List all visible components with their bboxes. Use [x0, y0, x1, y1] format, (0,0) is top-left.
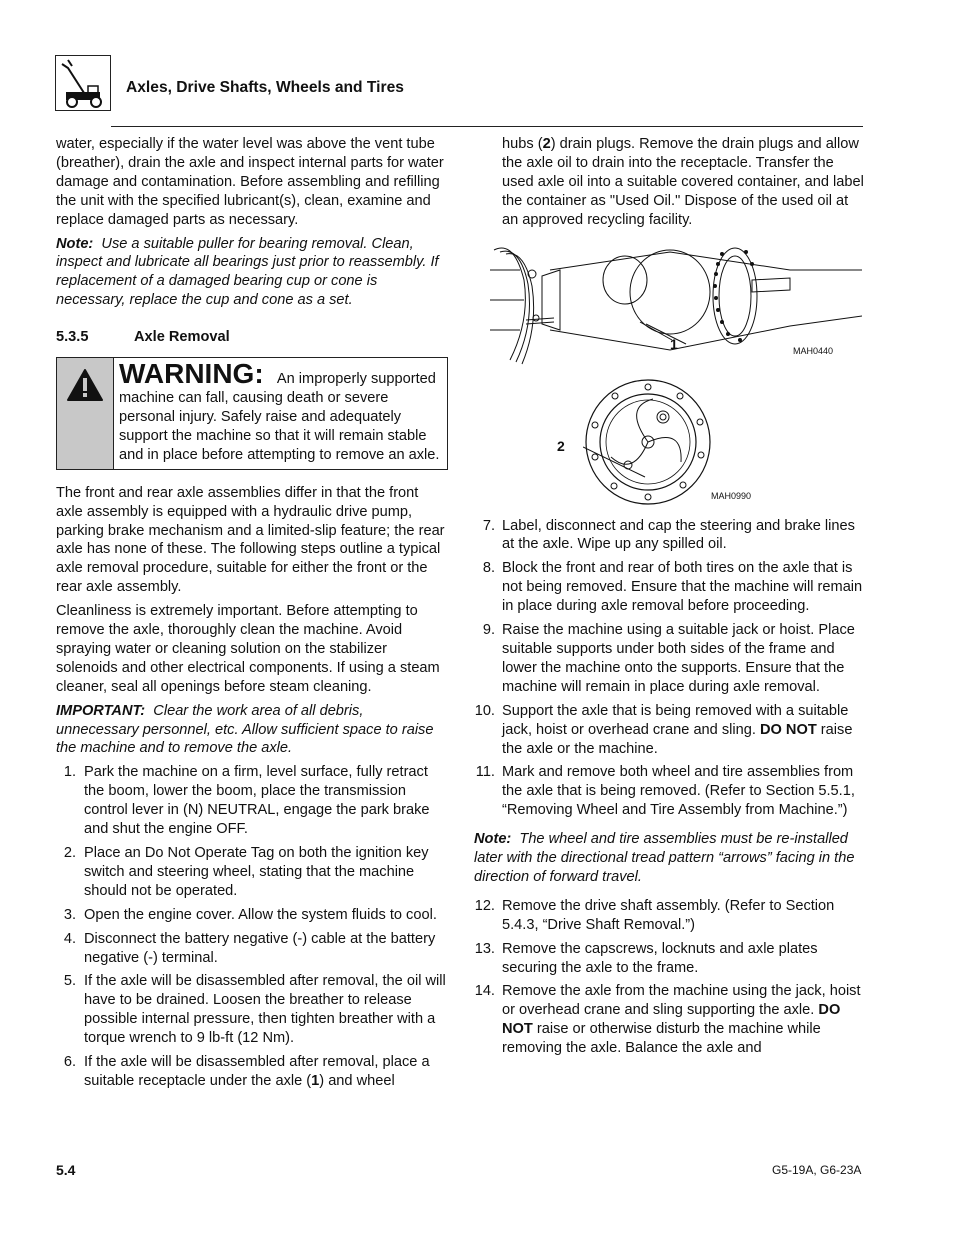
page-number: 5.4 [56, 1162, 76, 1178]
important-label: IMPORTANT: [56, 702, 146, 719]
model-numbers: G5-19A, G6-23A [772, 1163, 862, 1177]
step-text-part: raise the axle or the machine. [502, 721, 853, 757]
hub-figure [473, 377, 865, 517]
step-text-part: Remove the axle from the machine using the jack, hoist or overhead crane and sling supporting the axle. [502, 983, 861, 1019]
step-number: 6. [63, 1054, 76, 1071]
step-text: Raise the machine using a suitable jack or hoist. Place suitable supports under both sides of the frame and lower the machine onto the supports. Ensure that the machine will remain in place during axle removal. [502, 622, 855, 695]
list-item [473, 940, 865, 978]
step-text: Mark and remove both wheel and tire assemblies from the axle that is being removed. (Refer to Section 5.5.1, “Removing Wheel and Tire Assembly from Machine.”) [502, 764, 855, 819]
warning-word: WARNING: [119, 358, 264, 390]
header-logo [55, 55, 111, 111]
paragraph: Cleanliness is extremely important. Before attempting to remove the axle, thoroughly clean the machine. Avoid spraying water or cleaning solution on the stabilizer solenoids and other electrical components. If using a steam cleaner, seal all openings before steam cleaning. [56, 603, 440, 695]
step-text: Block the front and rear of both tires on the axle that is not being removed. Ensure that the machine will remain in place during axle removal before proceeding. [502, 560, 863, 615]
step-text-part: If the axle will be disassembled after removal, place a suitable receptacle under the axle ( [84, 1054, 430, 1089]
step-text-part: ) and wheel [319, 1072, 395, 1089]
note [474, 830, 865, 887]
note-text: The wheel and tire assemblies must be re-installed later with the directional tread pattern “arrows” facing in the direction of forward travel. [474, 831, 855, 885]
left-column [56, 135, 448, 1096]
list-item [473, 702, 865, 759]
step-text [495, 702, 865, 759]
step-number: 14. [474, 983, 495, 1000]
emphasis: DO NOT [502, 1002, 841, 1038]
step-number: 3. [63, 906, 76, 923]
figure-code: MAH0440 [793, 345, 834, 356]
note-label: Note: [56, 235, 94, 252]
step-text: Disconnect the battery negative (-) cable at the battery negative (-) terminal. [84, 930, 436, 966]
paragraph: water, especially if the water level was above the vent tube (breather), drain the axle and inspect internal parts for water damage and contamination. Before assembling and refilling the unit with the specified lubricant(s), clean, examine and replace damaged parts as necessary. [56, 136, 444, 228]
step-text: Open the engine cover. Allow the system fluids to cool. [84, 906, 437, 923]
warning-sidebar [57, 358, 114, 469]
list-item [473, 621, 865, 697]
callout-ref: 2 [542, 136, 551, 152]
list-item [56, 930, 448, 968]
step-text [76, 1053, 448, 1091]
warning-content [114, 358, 447, 469]
list-item [473, 897, 865, 935]
steps-list [473, 517, 865, 821]
step-text: Place an Do Not Operate Tag on both the ignition key switch and steering wheel, stating that the machine should not be operated. [84, 845, 429, 899]
figure-callout: 2 [557, 437, 565, 454]
note [56, 235, 448, 311]
paragraph: The front and rear axle assemblies differ in that the front axle assembly is equipped with a hydraulic drive pump, parking brake mechanism and a limited-slip feature; the rear axle has none of these. The following steps outline a typical axle removal procedure, suitable for either the front or the rear axle assembly. [56, 484, 445, 596]
steps-list [473, 897, 865, 1058]
important-note [56, 702, 448, 759]
list-item [473, 517, 865, 555]
section-number: 5.3.5 [56, 329, 89, 346]
warning-text: An improperly supported machine can fall, causing death or severe personal injury. Safely raise and adequately support the machine so that it will remain stable and in place before attempting to remove an axle. [119, 371, 440, 463]
header-title: Axles, Drive Shafts, Wheels and Tires [126, 79, 404, 96]
step-number: 12. [474, 897, 495, 914]
important-text: Clear the work area of all debris, unnecessary personnel, etc. Allow sufficient space to raise the machine and to remove the axle. [56, 702, 434, 757]
list-item [473, 763, 865, 820]
callout-ref: 1 [311, 1072, 320, 1089]
text-part: ) drain plugs. Remove the drain plugs and allow the axle oil to drain into the receptacle. Transfer the used axle oil into a suitable covered container, and label the container as "Used Oil." Dispose of the used oil at an approved recycling facility. [502, 136, 864, 228]
step-text [495, 982, 865, 1058]
list-item [56, 906, 448, 925]
step-text: Park the machine on a firm, level surface, fully retract the boom, lower the boom, place the transmission control lever in (N) NEUTRAL, engage the park brake and shut the engine OFF. [84, 764, 430, 838]
step-number: 7. [482, 517, 495, 534]
steps-list [56, 763, 448, 1091]
section-title: Axle Removal [134, 329, 230, 346]
emphasis: DO NOT [759, 721, 817, 738]
step-number: 5. [63, 973, 76, 990]
step-number: 4. [63, 930, 76, 947]
list-item [56, 844, 448, 901]
note-text: Use a suitable puller for bearing removal. Clean, inspect and lubricate all bearings just prior to reassembly. If replacement of a damaged bearing cup or cone is necessary, replace the cup and cone as a set. [56, 235, 439, 309]
step-text: Label, disconnect and cap the steering and brake lines at the axle. Wipe up any spilled oil. [502, 517, 855, 553]
list-item [56, 972, 448, 1048]
step-number: 13. [474, 940, 495, 957]
list-item [56, 763, 448, 839]
step-number: 1. [63, 764, 76, 781]
figure-callout: 1 [670, 335, 678, 352]
step-text-part: raise or otherwise disturb the machine while removing the axle. Balance the axle and [502, 1021, 821, 1057]
warning-triangle-icon [66, 368, 104, 402]
list-item [473, 559, 865, 616]
note-label: Note: [474, 831, 512, 848]
step-number: 11. [475, 764, 495, 781]
telehandler-icon [56, 56, 110, 110]
step-text: Remove the drive shaft assembly. (Refer to Section 5.4.3, “Drive Shaft Removal.”) [502, 897, 835, 933]
step-number: 9. [482, 622, 495, 639]
text-part: hubs ( [502, 136, 543, 152]
list-item [473, 982, 865, 1058]
list-item [56, 1053, 448, 1091]
axle-figure [473, 240, 865, 375]
section-heading [56, 328, 448, 347]
step-text: If the axle will be disassembled after removal, the oil will have to be drained. Loosen the breather to release possible internal pressure, then tighten breather with a torque wrench to 9 lb-ft (12 Nm). [84, 973, 446, 1047]
wheel-hub-illustration [583, 377, 713, 507]
warning-box [56, 357, 448, 470]
header-rule [111, 126, 863, 127]
step-text: Remove the capscrews, locknuts and axle plates securing the axle to the frame. [502, 940, 818, 976]
figure-code: MAH0990 [711, 490, 752, 501]
step-number: 8. [482, 560, 495, 577]
step-continuation [473, 135, 865, 230]
right-column [473, 135, 865, 1063]
step-text-part: Support the axle that is being removed with a suitable jack, hoist or overhead crane and sling. [502, 702, 849, 738]
step-number: 2. [63, 845, 76, 861]
step-number: 10. [474, 702, 495, 719]
